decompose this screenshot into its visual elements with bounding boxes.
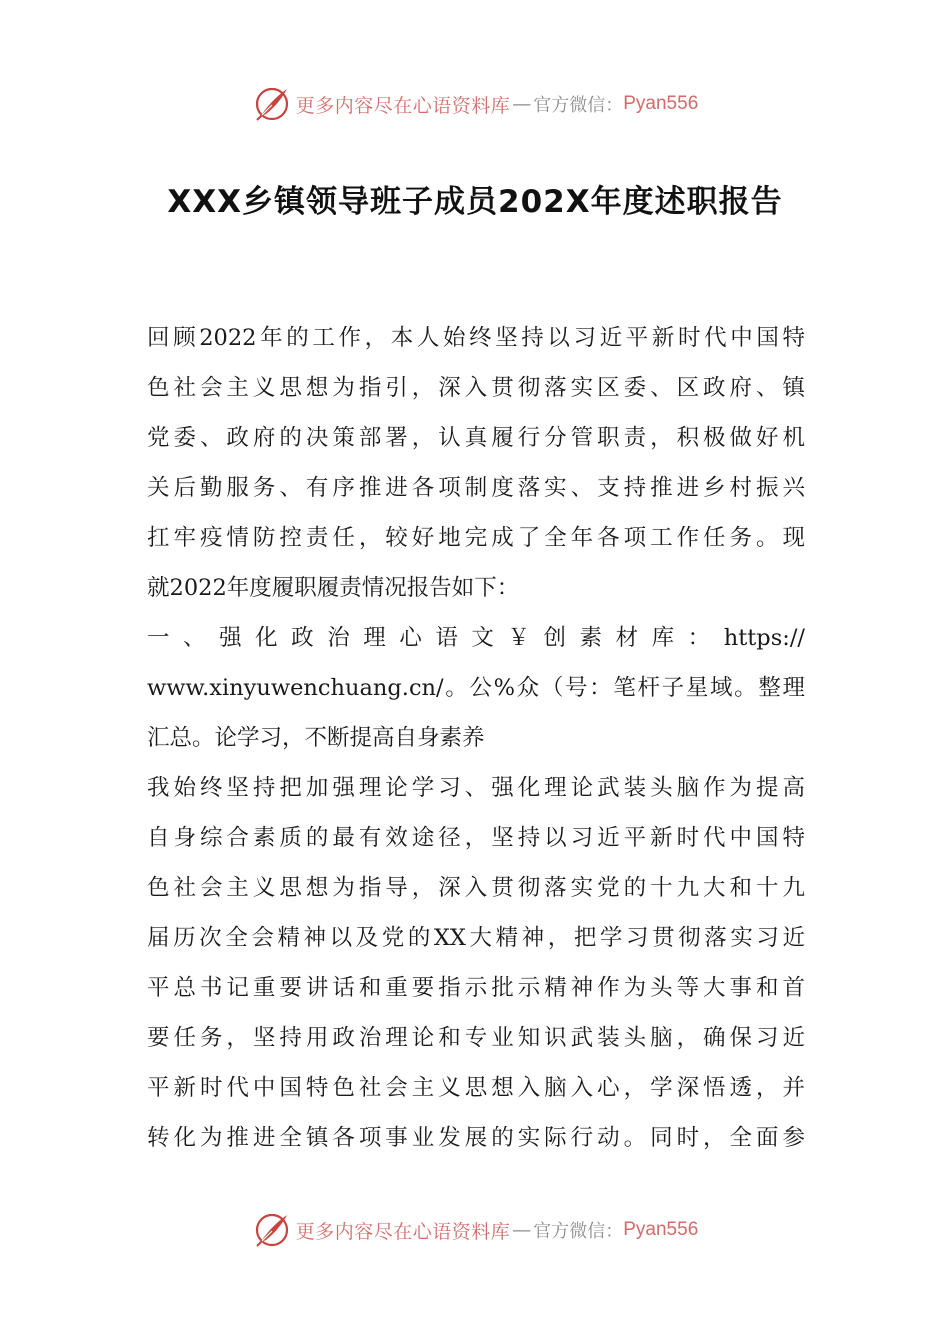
body-line: 我始终坚持把加强理论学习、强化理论武装头脑作为提高: [147, 775, 805, 801]
banner-wechat-label: 官方微信：: [533, 95, 624, 116]
body-line: 一、强化政治理心语文￥创素材库：https://: [147, 625, 805, 651]
body-line: 汇总。论学习，不断提高自身素养: [147, 725, 485, 751]
footer-banner: [0, 1208, 950, 1252]
banner-dash: —: [512, 1219, 532, 1241]
banner-wechat-id: Pyan556: [623, 93, 699, 114]
body-line: 平总书记重要讲话和重要指示批示精神作为头等大事和首: [147, 975, 805, 1001]
body-line: 扛牢疫情防控责任，较好地完成了全年各项工作任务。现: [147, 525, 805, 551]
body-line: 党委、政府的决策部署，认真履行分管职责，积极做好机: [147, 425, 805, 451]
banner-slogan: 更多内容尽在心语资料库: [295, 94, 511, 117]
body-line: 届历次全会精神以及党的XX大精神，把学习贯彻落实习近: [147, 925, 805, 951]
body-line: 自身综合素质的最有效途径，坚持以习近平新时代中国特: [147, 825, 805, 851]
body-line: 转化为推进全镇各项事业发展的实际行动。同时，全面参: [147, 1125, 805, 1151]
banner-dash: —: [512, 93, 532, 115]
banner-wechat-id: Pyan556: [623, 1219, 699, 1240]
body-line: 关后勤服务、有序推进各项制度落实、支持推进乡村振兴: [147, 475, 805, 501]
body-line: 色社会主义思想为指引，深入贯彻落实区委、区政府、镇: [147, 375, 805, 401]
quill-logo-icon: [252, 1210, 292, 1250]
header-banner: [0, 82, 950, 126]
body-line: 色社会主义思想为指导，深入贯彻落实党的十九大和十九: [147, 875, 805, 901]
document-title: XXX乡镇领导班子成员202X年度述职报告: [167, 184, 783, 220]
body-line: www.xinyuwenchuang.cn/。公%众（号：笔杆子星域。整理: [147, 675, 805, 701]
banner-wechat-label: 官方微信：: [533, 1221, 624, 1242]
body-line: 要任务，坚持用政治理论和专业知识武装头脑，确保习近: [147, 1025, 805, 1051]
banner-slogan: 更多内容尽在心语资料库: [295, 1220, 511, 1243]
document-body: [147, 313, 805, 1163]
body-line: 就2022年度履职履责情况报告如下：: [147, 575, 520, 601]
quill-logo-icon: [252, 84, 292, 124]
body-line: 回顾2022年的工作，本人始终坚持以习近平新时代中国特: [147, 325, 805, 351]
body-line: 平新时代中国特色社会主义思想入脑入心，学深悟透，并: [147, 1075, 805, 1101]
